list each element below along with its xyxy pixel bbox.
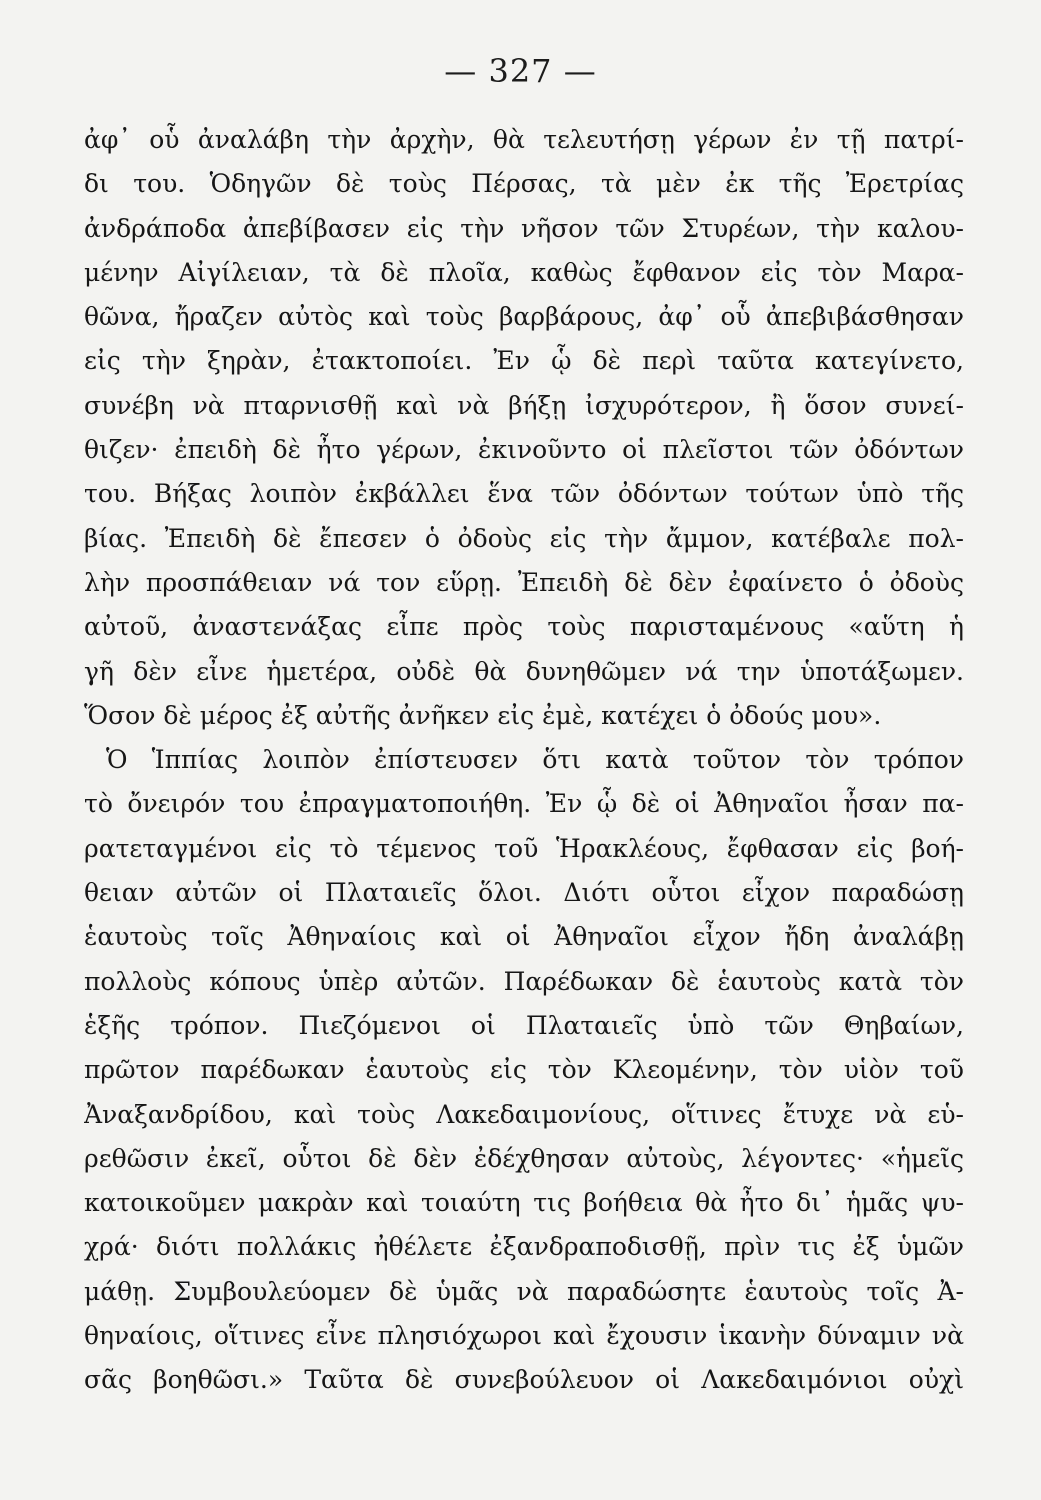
text-line: πρῶτον παρέδωκαν ἑαυτοὺς εἰς τὸν Κλεομένην, τὸν υἱὸν τοῦ xyxy=(84,1055,964,1085)
text-line: Ἀναξανδρίδου, καὶ τοὺς Λακεδαιμονίους, οἵτινες ἔτυχε νὰ εὑ- xyxy=(84,1099,964,1129)
text-line: μένην Αἰγίλειαν, τὰ δὲ πλοῖα, καθὼς ἔφθανον εἰς τὸν Μαρα- xyxy=(84,257,964,287)
text-line: Ὅσον δὲ μέρος ἐξ αὐτῆς ἀνῆκεν εἰς ἐμὲ, κατέχει ὁ ὀδούς μου». xyxy=(84,700,882,730)
text-line: ἑαυτοὺς τοῖς Ἀθηναίοις καὶ οἱ Ἀθηναῖοι εἶχον ἤδη ἀναλάβῃ xyxy=(84,922,964,952)
text-line: ἀνδράποδα ἀπεβίβασεν εἰς τὴν νῆσον τῶν Στυρέων, τὴν καλου- xyxy=(84,213,964,243)
text-line: θιζεν· ἐπειδὴ δὲ ἦτο γέρων, ἐκινοῦντο οἱ πλεῖστοι τῶν ὀδόντων xyxy=(84,435,964,465)
text-line: γῆ δὲν εἶνε ἡμετέρα, οὐδὲ θὰ δυνηθῶμεν νά την ὑποτάξωμεν. xyxy=(84,656,964,686)
text-line: θειαν αὐτῶν οἱ Πλαταιεῖς ὅλοι. Διότι οὗτοι εἶχον παραδώσῃ xyxy=(84,878,964,908)
text-line: θηναίοις, οἵτινες εἶνε πλησιόχωροι καὶ ἔχουσιν ἱκανὴν δύναμιν νὰ xyxy=(84,1321,964,1351)
text-line: Ὁ Ἱππίας λοιπὸν ἐπίστευσεν ὅτι κατὰ τοῦτον τὸν τρόπον xyxy=(106,745,964,775)
text-line: θῶνα, ἤραζεν αὐτὸς καὶ τοὺς βαρβάρους, ἀφ᾽ οὗ ἀπεβιβάσθησαν xyxy=(84,302,964,332)
text-line: σᾶς βοηθῶσι.» Ταῦτα δὲ συνεβούλευον οἱ Λακεδαιμόνιοι οὐχὶ xyxy=(84,1365,964,1395)
text-line: βίας. Ἐπειδὴ δὲ ἔπεσεν ὁ ὀδοὺς εἰς τὴν ἄμμον, κατέβαλε πολ- xyxy=(84,523,964,553)
text-line: μάθῃ. Συμβουλεύομεν δὲ ὑμᾶς νὰ παραδώσητε ἑαυτοὺς τοῖς Ἀ- xyxy=(84,1276,964,1306)
text-line: κατοικοῦμεν μακρὰν καὶ τοιαύτη τις βοήθεια θὰ ἦτο δι᾽ ἡμᾶς ψυ- xyxy=(84,1188,964,1218)
text-line: ἀφ᾽ οὗ ἀναλάβη τὴν ἀρχὴν, θὰ τελευτήσῃ γέρων ἐν τῇ πατρί- xyxy=(84,125,964,154)
text-line: ἑξῆς τρόπον. Πιεζόμενοι οἱ Πλαταιεῖς ὑπὸ τῶν Θηβαίων, xyxy=(84,1010,964,1040)
text-line: τὸ ὄνειρόν του ἐπραγματοποιήθη. Ἐν ᾧ δὲ οἱ Ἀθηναῖοι ἦσαν πα- xyxy=(84,789,964,819)
text-line: αὐτοῦ, ἀναστενάξας εἶπε πρὸς τοὺς παρισταμένους «αὕτη ἡ xyxy=(84,612,964,642)
text-line: λὴν προσπάθειαν νά τον εὕρῃ. Ἐπειδὴ δὲ δὲν ἐφαίνετο ὁ ὀδοὺς xyxy=(84,567,964,597)
text-line: ρατεταγμένοι εἰς τὸ τέμενος τοῦ Ἡρακλέους, ἔφθασαν εἰς βοή- xyxy=(84,833,964,863)
text-line: χρά· διότι πολλάκις ἠθέλετε ἐξανδραποδισθῇ, πρὶν τις ἐξ ὑμῶν xyxy=(84,1232,964,1262)
text-line: δι του. Ὁδηγῶν δὲ τοὺς Πέρσας, τὰ μὲν ἐκ τῆς Ἐρετρίας xyxy=(84,169,964,199)
text-line: ρεθῶσιν ἐκεῖ, οὗτοι δὲ δὲν ἐδέχθησαν αὐτοὺς, λέγοντες· «ἡμεῖς xyxy=(84,1143,964,1173)
text-line: πολλοὺς κόπους ὑπὲρ αὐτῶν. Παρέδωκαν δὲ ἑαυτοὺς κατὰ τὸν xyxy=(84,966,964,996)
text-line: του. Βήξας λοιπὸν ἐκβάλλει ἕνα τῶν ὀδόντων τούτων ὑπὸ τῆς xyxy=(84,479,964,509)
text-line: συνέβη νὰ πταρνισθῇ καὶ νὰ βήξῃ ἰσχυρότερον, ἢ ὅσον συνεί- xyxy=(84,390,964,420)
page-number: — 327 — xyxy=(444,52,597,90)
body-text xyxy=(84,118,964,1403)
text-line: εἰς τὴν ξηρὰν, ἐτακτοποίει. Ἐν ᾧ δὲ περὶ ταῦτα κατεγίνετο, xyxy=(84,346,964,376)
